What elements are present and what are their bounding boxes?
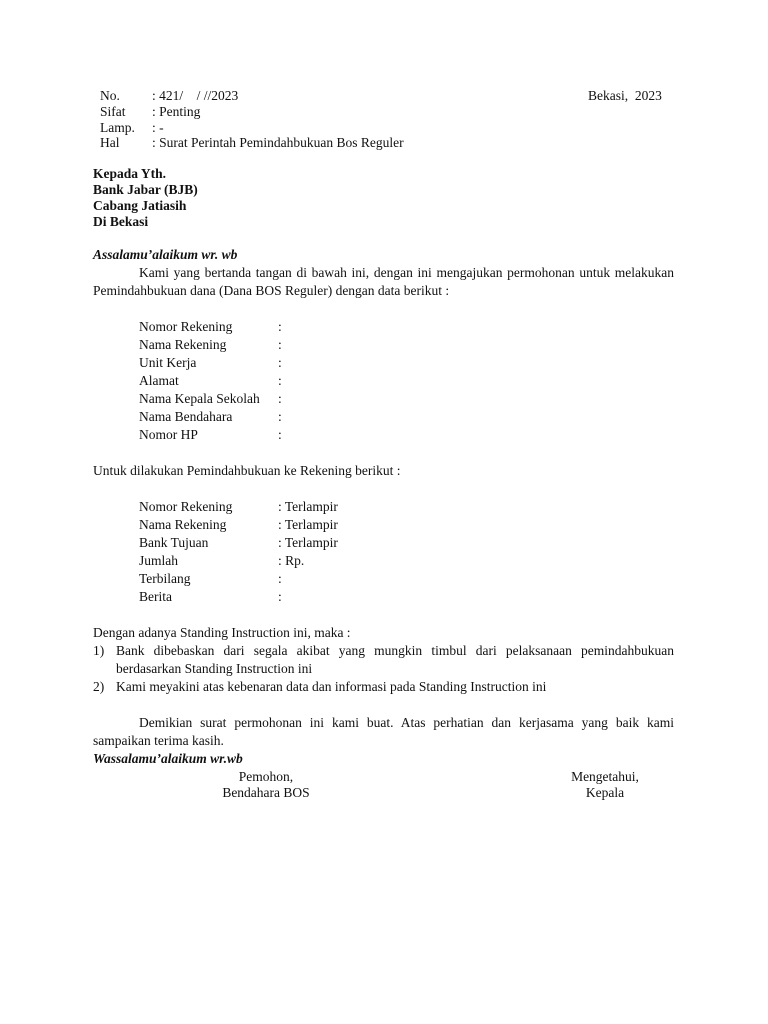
target-field-row: [139, 553, 304, 571]
target-field-label: Nama Rekening: [139, 517, 227, 532]
list-item-number: 1): [93, 643, 105, 658]
source-field-row: [139, 319, 282, 337]
source-field-value: :: [278, 409, 282, 424]
source-field-label: Nomor Rekening: [139, 319, 233, 334]
meta-sifat-value: : Penting: [152, 104, 201, 119]
source-field-value: :: [278, 391, 282, 406]
source-field-label: Nama Bendahara: [139, 409, 233, 424]
source-field-label: Nama Rekening: [139, 337, 227, 352]
meta-hal-label: Hal: [100, 135, 120, 150]
target-field-value: :: [278, 589, 282, 604]
meta-lamp-label: Lamp.: [100, 120, 135, 135]
intro-paragraph: [93, 264, 674, 300]
source-field-row: [139, 427, 282, 445]
list-item-text: Bank dibebaskan dari segala akibat yang mungkin timbul dari pelaksanaan pemindahbukuan berdasarkan Standing Instruction ini: [116, 643, 674, 676]
target-field-row: [139, 535, 338, 553]
meta-hal-value: : Surat Perintah Pemindahbukuan Bos Reguler: [152, 135, 404, 150]
target-field-label: Terbilang: [139, 571, 191, 586]
target-field-value: : Terlampir: [278, 499, 338, 514]
meta-lamp: [100, 120, 164, 136]
target-field-row: [139, 499, 338, 517]
recipient-line-2: Bank Jabar (BJB): [93, 182, 198, 197]
target-field-label: Jumlah: [139, 553, 178, 568]
target-field-value: : Terlampir: [278, 535, 338, 550]
source-field-value: :: [278, 319, 282, 334]
meta-no: [100, 88, 238, 104]
source-field-label: Nama Kepala Sekolah: [139, 391, 260, 406]
source-field-value: :: [278, 373, 282, 388]
recipient-line-3: Cabang Jatiasih: [93, 198, 187, 213]
closing-paragraph: [93, 714, 674, 750]
meta-sifat-label: Sifat: [100, 104, 126, 119]
source-field-label: Alamat: [139, 373, 179, 388]
source-field-value: :: [278, 427, 282, 442]
meta-no-value: : 421/ / //2023: [152, 88, 239, 103]
signature-left-role: Bendahara BOS: [222, 785, 310, 800]
source-field-row: [139, 373, 282, 391]
meta-no-label: No.: [100, 88, 120, 103]
recipient-line-4: Di Bekasi: [93, 214, 149, 229]
source-field-row: [139, 337, 282, 355]
greeting: Assalamu’alaikum wr. wb: [93, 247, 238, 262]
target-field-label: Nomor Rekening: [139, 499, 233, 514]
farewell: Wassalamu’alaikum wr.wb: [93, 751, 243, 766]
source-field-value: :: [278, 355, 282, 370]
list-item: [93, 678, 674, 696]
target-field-value: :: [278, 571, 282, 586]
meta-hal: [100, 135, 404, 151]
source-field-label: Unit Kerja: [139, 355, 197, 370]
target-field-label: Bank Tujuan: [139, 535, 209, 550]
signature-left-title: Pemohon,: [238, 769, 294, 784]
list-item-number: 2): [93, 679, 105, 694]
source-field-value: :: [278, 337, 282, 352]
target-field-label: Berita: [139, 589, 172, 604]
target-field-row: [139, 517, 338, 535]
transfer-intro: Untuk dilakukan Pemindahbukuan ke Rekening berikut :: [93, 463, 401, 478]
source-field-label: Nomor HP: [139, 427, 198, 442]
target-field-row: [139, 589, 282, 607]
source-field-row: [139, 391, 282, 409]
meta-lamp-value: : -: [152, 120, 164, 135]
signature-right-role: Kepala: [585, 785, 625, 800]
source-field-row: [139, 355, 282, 373]
recipient-line-1: Kepada Yth.: [93, 166, 167, 181]
standing-intro: Dengan adanya Standing Instruction ini, maka :: [93, 625, 351, 640]
meta-sifat: [100, 104, 200, 120]
target-field-value: : Terlampir: [278, 517, 338, 532]
list-item: [93, 642, 674, 678]
intro-text: Kami yang bertanda tangan di bawah ini, dengan ini mengajukan permohonan untuk melakukan Pemindahbukuan dana (Dana BOS Reguler) dengan data berikut :: [93, 265, 674, 298]
signature-right-title: Mengetahui,: [571, 769, 639, 784]
target-field-value: : Rp.: [278, 553, 305, 568]
closing-text: Demikian surat permohonan ini kami buat. Atas perhatian dan kerjasama yang baik kami sampaikan terima kasih.: [93, 715, 674, 748]
target-field-row: [139, 571, 282, 589]
list-item-text: Kami meyakini atas kebenaran data dan informasi pada Standing Instruction ini: [116, 679, 547, 694]
letter-date: Bekasi, 2023: [588, 88, 662, 103]
source-field-row: [139, 409, 282, 427]
